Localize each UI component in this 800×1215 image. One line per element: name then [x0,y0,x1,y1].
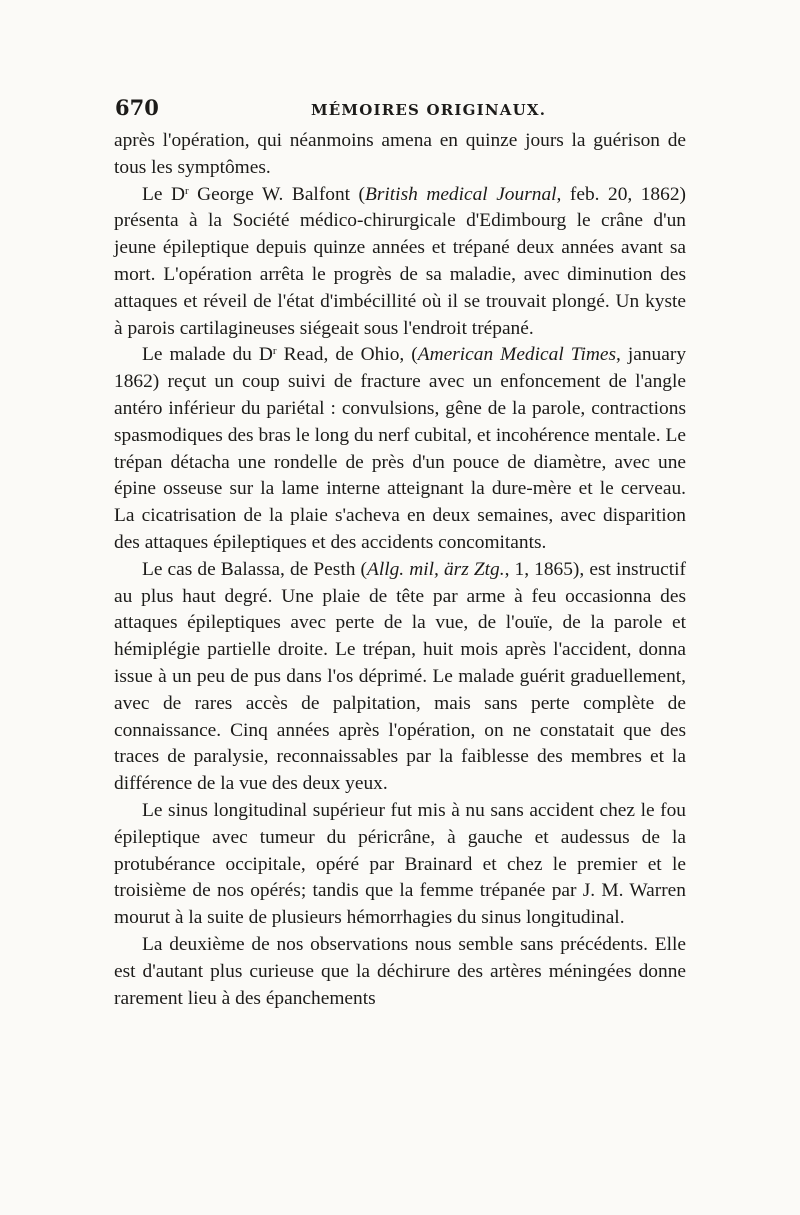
body-text [114,128,686,1012]
paragraph [114,557,686,798]
italic-citation: Allg. mil, ärz Ztg. [366,558,505,580]
running-title: MÉMOIRES ORIGINAUX. [311,101,547,119]
text-run: après l'opération, qui néanmoins amena en quinze jours la guérison de tous les symptômes. [114,130,686,178]
text-run: Read, de Ohio, ( [276,344,418,366]
paragraph [114,798,686,932]
text-run: Le D [142,183,185,205]
superscript: r [272,345,277,358]
text-run: Le cas de Balassa, de Pesth ( [142,558,367,580]
text-run: , feb. 20, 1862) présenta à la Société médico-chirurgicale d'Edimbourg le crâne d'un jeune épileptique depuis quinze années et trépané deux années avant sa mort. L'opération arrêta le progrès de sa maladie, avec diminution des attaques et réveil de l'état d'imbécillité où il se trouvait plongé. Un kyste à parois cartilagineuses siégeait sous l'endroit trépané. [114,183,686,339]
text-run: George W. Balfont ( [188,183,366,205]
text-run: , 1, 1865), est instructif au plus haut degré. Une plaie de tête par arme à feu occasionna des attaques épileptiques avec perte de la vue, de l'ouïe, de la parole et hémiplégie partielle droite. Le trépan, huit mois après l'accident, donna issue à un peu de pus dans l'os déprimé. Le malade guérit graduellement, avec de rares accès de palpitation, mais sans perte complète de connaissance. Cinq années après l'opération, on ne constatait que des traces de paralysie, reconnaissables par la faiblesse des membres et la différence de la vue des deux yeux. [114,558,686,795]
text-run: Le malade du D [142,344,273,366]
paragraph [114,932,686,1012]
paragraph [114,128,686,182]
italic-citation: American Medical Times [417,344,616,366]
text-run: , january 1862) reçut un coup suivi de fracture avec un enfoncement de l'angle antéro inférieur du pariétal : convulsions, gêne de la parole, contractions spasmodiques des bras le long du nerf cubital, et incohérence mentale. Le trépan détacha une rondelle de près d'un pouce de diamètre, avec une épine osseuse sur la lame interne atteignant la dure-mère et le cerveau. La cicatrisation de la plaie s'acheva en deux semaines, avec disparition des attaques épileptiques et des accidents concomitants. [114,344,687,553]
superscript: r [184,184,189,197]
text-run: La deuxième de nos observations nous semble sans précédents. Elle est d'autant plus curieuse que la déchirure des artères méningées donne rarement lieu à des épanchements [114,933,686,1009]
text-run: Le sinus longitudinal supérieur fut mis à nu sans accident chez le fou épileptique avec tumeur du péricrâne, à gauche et audessus de la protubérance occipitale, opéré par Brainard et chez le premier et le troisième de nos opérés; tandis que la femme trépanée par J. M. Warren mourut à la suite de plusieurs hémorrhagies du sinus longitudinal. [114,799,686,929]
italic-citation: British medical Journal [365,183,557,205]
paragraph [114,182,686,343]
page-number: 670 [115,95,159,120]
paragraph [114,342,686,556]
